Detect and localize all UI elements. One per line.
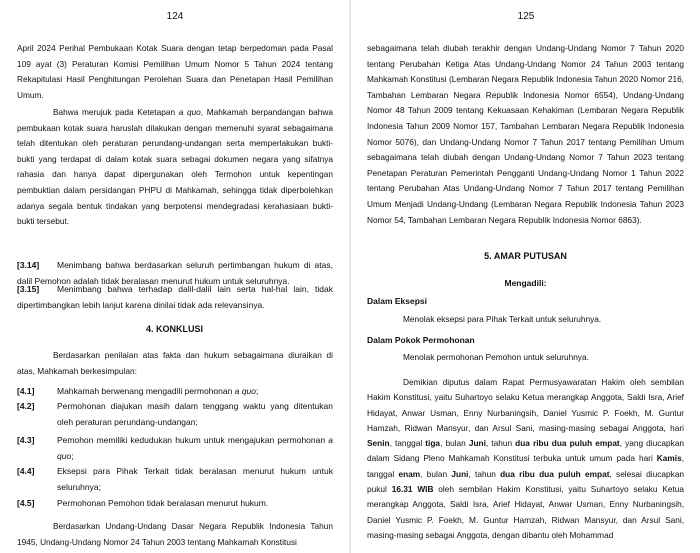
text-run: Demikian diputus dalam Rapat Permusyawaratan Hakim oleh sembilan Hakim Konstitusi, yaitu Suhartoyo selaku Ketua merangkap Anggota, Saldi Isra, Arief Hidayat, Anwar Usman, Enny Nurbaningsih, Daniel Yusmic P. Foekh, M. Guntur Hamzah, Ridwan Mansyur, dan Arsul Sani, masing-masing sebagai Anggota, hari	[367, 377, 684, 433]
text-run: ;	[255, 386, 259, 396]
item-number: [4.4]	[17, 466, 35, 476]
page-number: 125	[517, 11, 535, 22]
text-run: Pemohon memiliki kedudukan hukum untuk mengajukan permohonan	[57, 435, 329, 445]
bold-run: Kamis	[656, 453, 682, 464]
item-text	[57, 432, 333, 464]
item-4-1	[17, 383, 333, 399]
text-run: , tanggal	[367, 453, 684, 479]
text-run: Eksepsi para Pihak Terkait tidak beralasan menurut hukum untuk seluruhnya;	[57, 466, 333, 492]
italic-run: a quo	[178, 107, 201, 117]
item-4-2	[17, 398, 333, 430]
bold-run: Senin	[367, 438, 390, 449]
paragraph-dasar-hukum-lanjutan: sebagaimana telah diubah terakhir dengan Undang-Undang Nomor 7 Tahun 2020 tentang Perubahan Ketiga Atas Undang-Undang Nomor 24 Tahun 2003 tentang Mahkamah Konstitusi (Lembaran Negara Republik Indonesia Tahun 2020 Nomor 216, Tambahan Lembaran Negara Republik Indonesia Nomor 6554), Undang-Undang Nomor 48 Tahun 2009 tentang Kekuasaan Kehakiman (Lembaran Negara Republik Indonesia Tahun 2009 Nomor 157, Tambahan Lembaran Negara Republik Indonesia Nomor 5076), dan Undang-Undang Nomor 7 Tahun 2017 tentang Pemilihan Umum sebagaimana telah diubah dengan Undang-Undang Nomor 7 Tahun 2023 tentang Penetapan Peraturan Pemerintah Pengganti Undang-Undang Nomor 1 Tahun 2022 tentang Perubahan Atas Undang-Undang Nomor 7 Tahun 2017 tentang Pemilihan Umum Menjadi Undang-Undang (Lembaran Negara Republik Indonesia Tahun 2023 Nomor 54, Tambahan Lembaran Negara Republik Indonesia Nomor 6863).	[367, 43, 684, 225]
italic-run: a quo	[234, 386, 256, 396]
bold-run: Juni	[468, 438, 486, 449]
page-number: 124	[166, 11, 184, 22]
section-3-15	[17, 281, 333, 315]
heading-konklusi: 4. KONKLUSI	[145, 324, 203, 334]
text-run: Bahwa merujuk pada Ketetapan	[53, 107, 179, 117]
text-run: , Mahkamah berpandangan bahwa pembukaan kotak suara haruslah dilakukan dengan memenuhi syarat sebagaimana telah ditentukan oleh peraturan perundang-undangan serta memperlakukan bukti-bukti yang terdapat di dalam kotak suara sebagai dokumen negara yang sifatnya rahasia dan hanya dapat dipergunakan oleh Termohon untuk kepentingan pembuktian dalam persidangan PHPU di Mahkamah, sehingga tidak diperbolehkan adanya segala bentuk tindakan yang berpotensi mendegradasi kerahasiaan bukti-bukti tersebut.	[17, 107, 334, 227]
bold-run: 16.31 WIB	[391, 484, 434, 495]
paragraph-dasar-hukum: Berdasarkan Undang-Undang Dasar Negara Republik Indonesia Tahun 1945, Undang-Undang Nomor 24 Tahun 2003 tentang Mahkamah Konstitusi	[17, 521, 333, 547]
text-run: , bulan	[440, 438, 469, 449]
paragraph-pembukaan-kotak-suara: April 2024 Perihal Pembukaan Kotak Suara dengan tetap berpedoman pada Pasal 109 ayat (3) Peraturan Komisi Pemilihan Umum Nomor 5 Tahun 2024 tentang Rekapitulasi Hasil Penghitungan Perolehan Suara dan Penetapan Hasil Pemilihan Umum.	[17, 43, 333, 100]
text-run: , yang diucapkan dalam Sidang Pleno Mahkamah Konstitusi terbuka untuk umum pada hari	[367, 438, 685, 464]
subheading-dalam-eksepsi: Dalam Eksepsi	[367, 296, 428, 306]
bold-run: tiga	[425, 438, 441, 449]
text-run: , tanggal	[389, 438, 426, 449]
bold-run: Juni	[451, 468, 469, 479]
item-4-4	[17, 463, 333, 495]
item-text	[57, 495, 333, 511]
text-run: oleh sembilan Hakim Konstitusi, yaitu Suhartoyo selaku Ketua merangkap Anggota, Saldi Isra, Arief Hidayat, Anwar Usman, Enny Nurbaningsih, Daniel Yusmic P. Foekh, M. Guntur Hamzah, Ridwan Mansyur, dan Arsul Sani, masing-masing sebagai Anggota, dengan dibantu oleh Mohammad	[367, 484, 684, 540]
subheading-dalam-pokok-permohonan: Dalam Pokok Permohonan	[367, 335, 475, 345]
item-text	[57, 398, 333, 430]
item-text	[57, 463, 333, 495]
item-number: [4.5]	[17, 498, 35, 508]
section-number: [3.14]	[17, 260, 40, 270]
text-run: , bulan	[420, 468, 452, 479]
paragraph-ketetapan	[17, 105, 333, 230]
item-number: [4.2]	[17, 401, 35, 411]
item-text	[57, 383, 333, 399]
text-run: , tahun	[468, 468, 501, 479]
text-run: , selesai diucapkan pukul	[367, 468, 684, 495]
italic-run: a quo	[57, 435, 333, 461]
paragraph-penutup-putusan	[367, 375, 684, 543]
text-run: Permohonan diajukan masih dalam tenggang waktu yang ditentukan oleh peraturan perundang-undangan;	[57, 401, 333, 427]
section-text: Menimbang bahwa terhadap dalil-dalil lain serta hal-hal lain, tidak dipertimbangkan lebih lanjut karena dinilai tidak ada relevansinya.	[17, 284, 333, 310]
amar-eksepsi: Menolak eksepsi para Pihak Terkait untuk seluruhnya.	[403, 314, 602, 324]
mengadili-label: Mengadili:	[504, 278, 547, 288]
section-text: Menimbang bahwa berdasarkan seluruh pertimbangan hukum di atas, dalil Pemohon adalah tidak beralasan menurut hukum untuk seluruhnya.	[17, 260, 333, 286]
right-page	[351, 0, 700, 553]
item-4-3	[17, 432, 333, 464]
bold-run: dua ribu dua puluh empat	[515, 438, 620, 449]
bold-run: enam	[398, 468, 421, 479]
item-number: [4.1]	[17, 386, 35, 396]
left-page	[0, 0, 349, 553]
bold-run: dua ribu dua puluh empat	[500, 468, 610, 479]
text-run: ;	[71, 451, 74, 461]
text-run: Mahkamah berwenang mengadili permohonan	[57, 386, 235, 396]
paragraph-kesimpulan: Berdasarkan penilaian atas fakta dan hukum sebagaimana diuraikan di atas, Mahkamah berkesimpulan:	[17, 350, 333, 376]
text-run: , tahun	[485, 438, 516, 449]
item-4-5	[17, 495, 333, 511]
section-number: [3.15]	[17, 284, 40, 294]
text-run: Permohonan Pemohon tidak beralasan menurut hukum.	[57, 498, 269, 508]
amar-pokok-permohonan: Menolak permohonan Pemohon untuk seluruhnya.	[403, 352, 589, 362]
heading-amar-putusan: 5. AMAR PUTUSAN	[484, 251, 567, 261]
item-number: [4.3]	[17, 435, 35, 445]
